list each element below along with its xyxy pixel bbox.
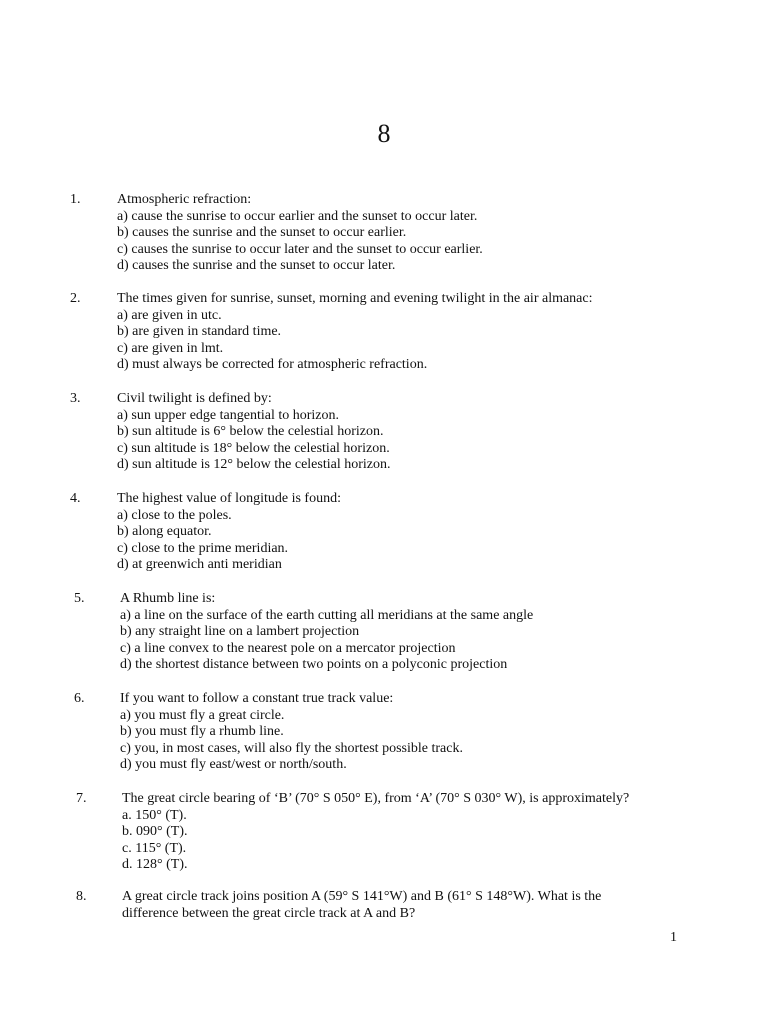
page-number: 1	[670, 930, 677, 945]
question-body	[122, 889, 722, 922]
option-b: b) you must fly a rhumb line.	[120, 724, 284, 739]
question-body	[117, 192, 717, 275]
option-c: c) sun altitude is 18° below the celestial horizon.	[117, 440, 390, 456]
option-a: a) close to the poles.	[117, 507, 232, 523]
question-body	[120, 691, 720, 774]
question-stem: Civil twilight is defined by:	[117, 391, 272, 406]
option-d: d) causes the sunrise and the sunset to occur later.	[117, 258, 396, 273]
option-a: a) cause the sunrise to occur earlier and the sunset to occur later.	[117, 208, 478, 224]
question-stem: A great circle track joins position A (59° S 141°W) and B (61° S 148°W). What is the difference between the great circle track at A and B?	[122, 889, 602, 921]
question-number: 5.	[74, 591, 85, 606]
option-c: c) a line convex to the nearest pole on a mercator projection	[120, 640, 456, 656]
question-number: 6.	[74, 691, 85, 706]
option-c: c) causes the sunrise to occur later and the sunset to occur earlier.	[117, 241, 483, 257]
option-d: d) the shortest distance between two points on a polyconic projection	[120, 657, 508, 672]
option-c: c. 115° (T).	[122, 840, 187, 856]
option-c: c) you, in most cases, will also fly the shortest possible track.	[120, 740, 463, 756]
question-body	[122, 791, 722, 874]
option-d: d. 128° (T).	[122, 857, 188, 872]
question-number: 7.	[76, 791, 87, 806]
question-number: 4.	[70, 491, 81, 506]
option-c: c) close to the prime meridian.	[117, 540, 289, 556]
question-number: 1.	[70, 192, 81, 207]
option-a: a) are given in utc.	[117, 307, 222, 323]
question-stem: The great circle bearing of ‘B’ (70° S 050° E), from ‘A’ (70° S 030° W), is approximately?	[122, 791, 630, 806]
option-b: b. 090° (T).	[122, 824, 188, 839]
question-body	[120, 591, 720, 674]
question-stem: If you want to follow a constant true track value:	[120, 691, 394, 706]
option-d: d) sun altitude is 12° below the celestial horizon.	[117, 457, 391, 472]
option-a: a. 150° (T).	[122, 807, 187, 823]
option-d: d) must always be corrected for atmospheric refraction.	[117, 357, 428, 372]
question-number: 3.	[70, 391, 81, 406]
option-b: b) any straight line on a lambert projection	[120, 624, 360, 639]
question-stem: The highest value of longitude is found:	[117, 491, 341, 506]
option-a: a) you must fly a great circle.	[120, 707, 285, 723]
option-a: a) sun upper edge tangential to horizon.	[117, 407, 339, 423]
question-number: 8.	[76, 889, 87, 904]
option-d: d) at greenwich anti meridian	[117, 557, 282, 572]
option-b: b) sun altitude is 6° below the celestial horizon.	[117, 424, 384, 439]
question-number: 2.	[70, 291, 81, 306]
question-stem: A Rhumb line is:	[120, 591, 216, 606]
option-a: a) a line on the surface of the earth cutting all meridians at the same angle	[120, 607, 534, 623]
question-body	[117, 291, 717, 374]
question-body	[117, 391, 717, 474]
option-d: d) you must fly east/west or north/south.	[120, 757, 347, 772]
question-stem: Atmospheric refraction:	[117, 192, 252, 207]
option-b: b) are given in standard time.	[117, 324, 282, 339]
page-title: 8	[377, 119, 391, 148]
option-b: b) causes the sunrise and the sunset to occur earlier.	[117, 225, 407, 240]
option-b: b) along equator.	[117, 524, 212, 539]
question-body	[117, 491, 717, 574]
option-c: c) are given in lmt.	[117, 340, 224, 356]
question-stem: The times given for sunrise, sunset, morning and evening twilight in the air almanac:	[117, 291, 593, 306]
